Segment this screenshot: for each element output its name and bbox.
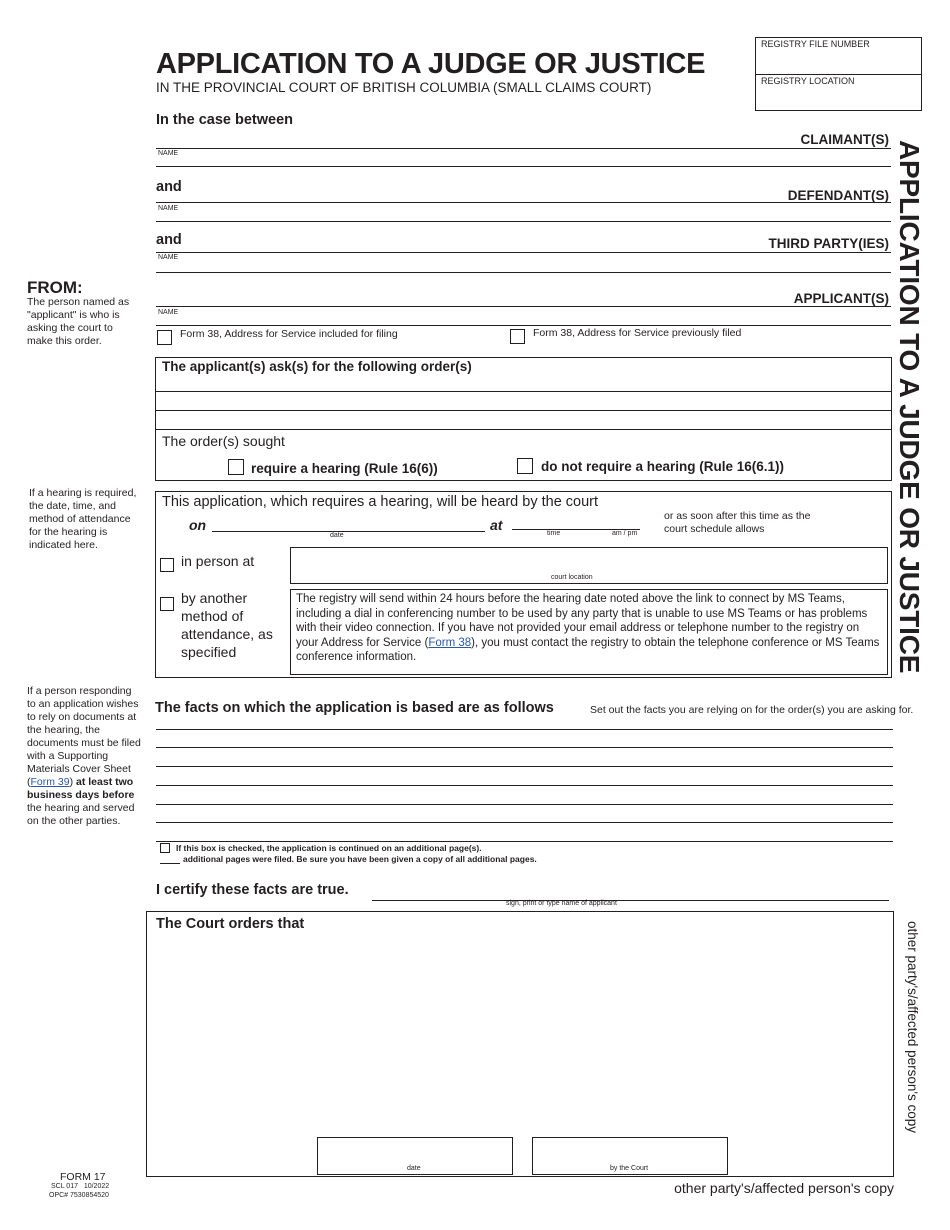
orders-box <box>155 357 892 481</box>
side-copy-label: other party's/affected person's copy <box>905 921 920 1134</box>
court-orders-box <box>146 911 894 1177</box>
orders-heading: The applicant(s) ask(s) for the following order(s) <box>162 359 472 374</box>
facts-side-note <box>27 685 143 828</box>
applicant-name-caption: NAME <box>158 309 179 316</box>
soon-note: or as soon after this time as the court schedule allows <box>664 510 811 535</box>
hearing-time-field[interactable] <box>512 512 640 528</box>
court-location-field[interactable] <box>290 547 888 584</box>
orders-sought-label: The order(s) sought <box>162 433 285 449</box>
date-caption: date <box>330 532 344 539</box>
on-label: on <box>189 517 207 533</box>
no-hearing-checkbox[interactable] <box>517 458 533 474</box>
require-hearing-checkbox[interactable] <box>228 459 244 475</box>
certify-sign-caption: sign, print or type name of applicant <box>506 900 617 907</box>
applicant-label: APPLICANT(S) <box>793 291 889 306</box>
form38-previously-filed-checkbox[interactable] <box>510 329 525 344</box>
facts-heading: The facts on which the application is based are as follows <box>155 700 554 716</box>
from-heading: FROM: <box>27 278 83 297</box>
order-line-1[interactable] <box>158 393 889 409</box>
and-label-2: and <box>156 232 182 248</box>
additional-pages-count-field[interactable] <box>160 853 180 863</box>
opc-number: OPC# 7530854520 <box>49 1192 109 1199</box>
registry-file-number-label: REGISTRY FILE NUMBER <box>761 39 870 49</box>
case-between-label: In the case between <box>156 112 293 128</box>
time-caption: time <box>547 530 561 537</box>
defendant-label: DEFENDANT(S) <box>787 188 889 203</box>
applicant-name-field[interactable] <box>156 284 756 304</box>
form38-included-label: Form 38, Address for Service included for filing <box>180 328 398 340</box>
court-date-field[interactable] <box>317 1137 513 1175</box>
certify-label: I certify these facts are true. <box>156 882 349 898</box>
defendant-name-caption: NAME <box>158 205 179 212</box>
by-court-field[interactable] <box>532 1137 728 1175</box>
form-code: SCL 017 10/2022 <box>51 1183 110 1190</box>
facts-side-note-pre: If a person responding to an application wishes to rely on documents at the hearing, the documents must be filed with a Supporting Materials Cover Sheet ( <box>27 685 141 788</box>
by-court-caption: by the Court <box>610 1165 649 1172</box>
defendant-name-field[interactable] <box>200 180 760 200</box>
and-label-1: and <box>156 179 182 195</box>
other-method-checkbox[interactable] <box>160 597 174 611</box>
court-orders-heading: The Court orders that <box>156 916 305 932</box>
other-method-info-text <box>296 592 884 665</box>
side-title: APPLICATION TO A JUDGE OR JUSTICE <box>894 140 925 674</box>
form-title: APPLICATION TO A JUDGE OR JUSTICE <box>156 48 706 80</box>
certify-signature-field[interactable] <box>372 882 889 899</box>
require-hearing-label: require a hearing (Rule 16(6)) <box>251 461 438 476</box>
facts-side-note-post: the hearing and served on the other parties. <box>27 802 135 827</box>
additional-pages-line2: additional pages were filed. Be sure you have been given a copy of all additional pages. <box>183 854 537 864</box>
form-subtitle: IN THE PROVINCIAL COURT OF BRITISH COLUMBIA (SMALL CLAIMS COURT) <box>156 80 652 95</box>
third-party-label: THIRD PARTY(IES) <box>768 236 889 251</box>
at-label: at <box>490 517 503 533</box>
hearing-box <box>155 491 892 678</box>
registry-box <box>755 37 922 111</box>
other-method-info-box <box>290 589 888 675</box>
other-method-label: by another method of attendance, as specified <box>181 590 273 660</box>
claimant-name-field[interactable] <box>156 128 756 146</box>
third-party-name-field[interactable] <box>200 230 740 250</box>
in-person-checkbox[interactable] <box>160 558 174 572</box>
registry-location-label: REGISTRY LOCATION <box>761 76 855 86</box>
facts-lines[interactable] <box>156 718 893 842</box>
court-location-caption: court location <box>551 574 593 581</box>
court-date-caption: date <box>407 1165 421 1172</box>
claimant-label: CLAIMANT(S) <box>800 132 889 147</box>
other-method-text-post: ), you must contact the registry to obtain the telephone conference or MS Teams conference information. <box>296 636 880 663</box>
hearing-date-field[interactable] <box>212 514 485 530</box>
no-hearing-label: do not require a hearing (Rule 16(6.1)) <box>541 459 785 474</box>
additional-pages-line1: If this box is checked, the application is continued on an additional page(s). <box>176 843 482 853</box>
third-party-name-caption: NAME <box>158 254 179 261</box>
form39-link[interactable]: Form 39 <box>30 776 70 788</box>
from-note: The person named as "applicant" is who is asking the court to make this order. <box>27 296 130 347</box>
in-person-label: in person at <box>181 553 255 569</box>
facts-side-note-mid: ) <box>69 776 74 788</box>
claimant-name-caption: NAME <box>158 150 179 157</box>
form38-link[interactable]: Form 38 <box>428 636 472 649</box>
facts-side-note-bold: at least two business days before <box>27 776 135 801</box>
form38-previously-filed-label: Form 38, Address for Service previously filed <box>533 327 742 339</box>
registry-location-field[interactable] <box>758 88 919 109</box>
order-line-2[interactable] <box>158 412 889 428</box>
registry-file-number-field[interactable] <box>758 51 919 72</box>
form-number: FORM 17 <box>60 1171 106 1183</box>
court-orders-text-area[interactable] <box>155 938 883 1134</box>
copy-label: other party's/affected person's copy <box>674 1180 894 1196</box>
hearing-side-note: If a hearing is required, the date, time, and method of attendance for the hearing is indicated here. <box>29 487 137 551</box>
hearing-intro: This application, which requires a hearing, will be heard by the court <box>162 494 599 510</box>
ampm-caption: am / pm <box>612 530 638 537</box>
facts-instruction: Set out the facts you are relying on for the order(s) you are asking for. <box>590 704 914 716</box>
additional-pages-checkbox[interactable] <box>160 843 170 853</box>
other-method-text-pre: The registry will send within 24 hours before the hearing date noted above the link to connect by MS Teams, including a dial in conferencing number to be used by any party that is unable to use MS Teams or has problems with their video connection. If you have not provided your email address or telephone number to the registry on your Address for Service ( <box>296 593 868 649</box>
form38-included-checkbox[interactable] <box>157 330 172 345</box>
